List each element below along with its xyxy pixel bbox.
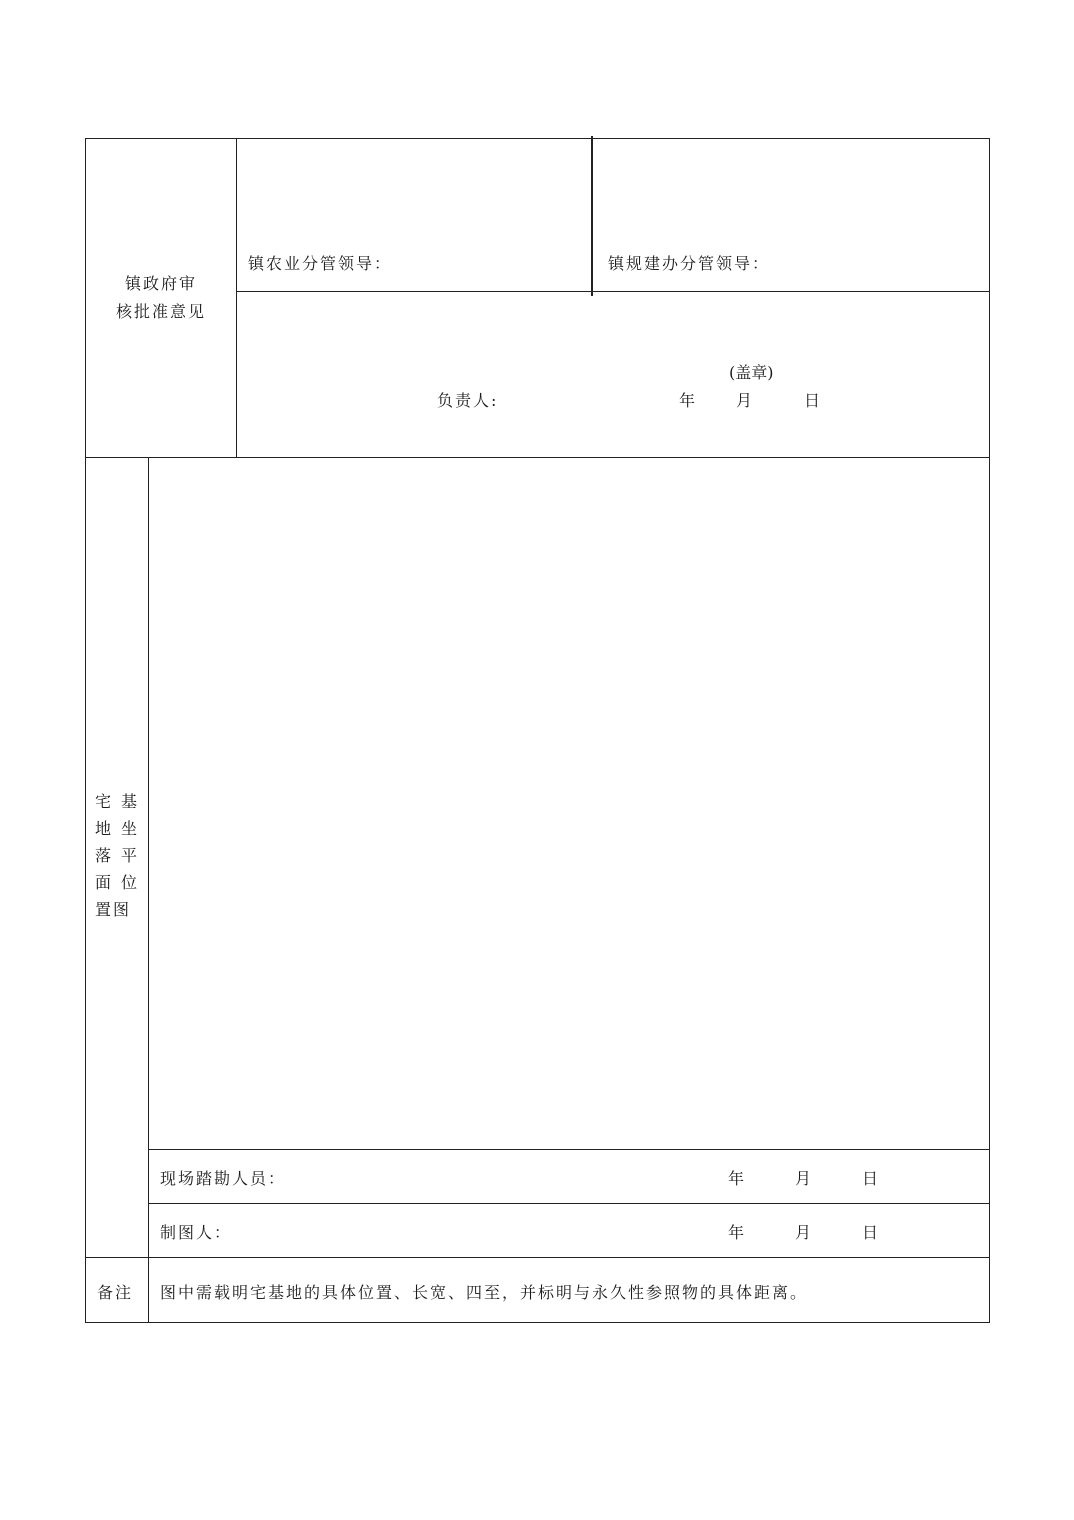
approval-month: 月 <box>736 391 755 410</box>
surveyor-day: 日 <box>862 1169 881 1188</box>
leaders-bottom-line <box>236 291 990 292</box>
surveyor-label: 现场踏勘人员： <box>160 1169 287 1188</box>
site-label-r4c2: 位 <box>121 873 140 892</box>
site-label-r4c1: 面 <box>95 873 114 892</box>
approval-label-divider <box>236 138 237 458</box>
planning-leader-label: 镇规建办分管领导： <box>608 254 771 273</box>
remarks-label: 备注 <box>97 1283 134 1302</box>
remarks-top-line <box>85 1257 990 1258</box>
site-label-r5: 置图 <box>95 900 132 919</box>
surveyor-top-line <box>148 1149 990 1150</box>
table-bottom-border <box>85 1322 990 1323</box>
table-top-border <box>85 138 990 139</box>
agri-leader-label: 镇农业分管领导： <box>248 254 393 273</box>
surveyor-month: 月 <box>795 1169 814 1188</box>
leaders-divider <box>591 136 593 296</box>
responsible-label: 负责人: <box>437 391 499 410</box>
site-label-r3c2: 平 <box>121 846 140 865</box>
drafter-top-line <box>148 1203 990 1204</box>
approval-label-line2: 核批准意见 <box>115 302 206 321</box>
site-label-r1c2: 基 <box>121 792 140 811</box>
site-label-r2c1: 地 <box>95 819 114 838</box>
remarks-text: 图中需载明宅基地的具体位置、长宽、四至，并标明与永久性参照物的具体距离。 <box>160 1283 809 1302</box>
approval-year: 年 <box>679 391 698 410</box>
site-label-r1c1: 宅 <box>95 792 114 811</box>
site-label-r3c1: 落 <box>95 846 114 865</box>
drafter-label: 制图人： <box>160 1223 233 1242</box>
site-plan-drawing-area[interactable] <box>149 458 989 1149</box>
table-right-border <box>989 138 990 1323</box>
site-label-r2c2: 坐 <box>121 819 140 838</box>
drafter-month: 月 <box>795 1223 814 1242</box>
seal-label: (盖章) <box>729 363 774 382</box>
approval-label-line1: 镇政府审 <box>124 274 197 293</box>
drafter-year: 年 <box>728 1223 747 1242</box>
approval-day: 日 <box>804 391 823 410</box>
drafter-day: 日 <box>862 1223 881 1242</box>
surveyor-year: 年 <box>728 1169 747 1188</box>
approval-label-cell <box>86 270 236 326</box>
